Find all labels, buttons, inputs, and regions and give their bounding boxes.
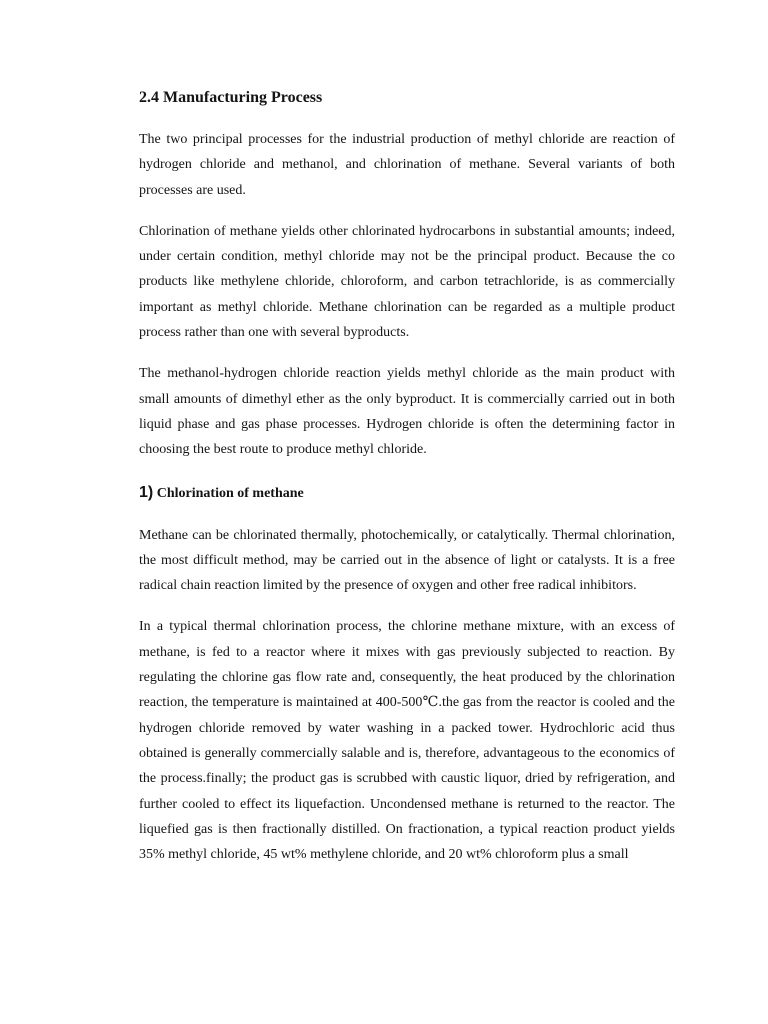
- subsection-paragraph-2: In a typical thermal chlorination process, the chlorine methane mixture, with an excess of methane, is fed to a reactor where it mixes with gas previously subjected to reaction. By regulating the chlorine gas flow rate and, consequently, the heat produced by the chlorination reaction, the temperature is maintained at 400-500℃.the gas from the reactor is cooled and the hydrogen chloride removed by water washing in a packed tower. Hydrochloric acid thus obtained is generally commercially salable and is, therefore, advantageous to the economics of the process.finally; the product gas is scrubbed with caustic liquor, dried by refrigeration, and further cooled to effect its liquefaction. Uncondensed methane is returned to the reactor. The liquefied gas is then fractionally distilled. On fractionation, a typical reaction product yields 35% methyl chloride, 45 wt% methylene chloride, and 20 wt% chloroform plus a small: [139, 619, 675, 863]
- page-content: [139, 84, 675, 867]
- subsection-title: Chlorination of methane: [156, 485, 304, 501]
- subsection-heading: [139, 480, 675, 506]
- intro-paragraph-2: Chlorination of methane yields other chlorinated hydrocarbons in substantial amounts; indeed, under certain condition, methyl chloride may not be the principal product. Because the co products like methylene chloride, chloroform, and carbon tetrachloride, is as commercially important as methyl chloride. Methane chlorination can be regarded as a multiple product process rather than one with several byproducts.: [139, 223, 675, 341]
- subsection-paragraph-1: Methane can be chlorinated thermally, photochemically, or catalytically. Thermal chlorination, the most difficult method, may be carried out in the absence of light or catalysts. It is a free radical chain reaction limited by the presence of oxygen and other free radical inhibitors.: [139, 527, 675, 594]
- section-title: 2.4 Manufacturing Process: [139, 89, 323, 106]
- intro-paragraph-1: The two principal processes for the industrial production of methyl chloride are reaction of hydrogen chloride and methanol, and chlorination of methane. Several variants of both processes are used.: [139, 132, 675, 198]
- subsection-number: 1): [139, 483, 154, 501]
- intro-paragraph-3: The methanol-hydrogen chloride reaction yields methyl chloride as the main product with small amounts of dimethyl ether as the only byproduct. It is commercially carried out in both liquid phase and gas phase processes. Hydrogen chloride is often the determining factor in choosing the best route to produce methyl chloride.: [139, 366, 675, 458]
